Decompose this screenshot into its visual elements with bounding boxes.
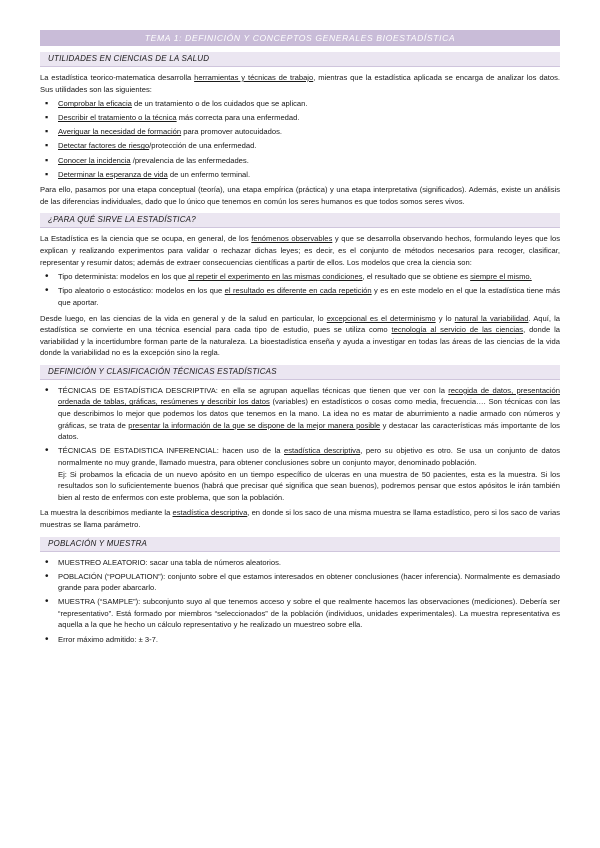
list-item: • POBLACIÓN (“POPULATION”): conjunto sobre el que estamos interesados en obtener conclusiones (hacer inferencia). Normalmente es demasiado grande para poder abarcarlo. (58, 571, 560, 594)
text: y es en este modelo en el que la estadística tiene más que aportar. (58, 286, 560, 307)
list-item (58, 385, 560, 443)
underlined-text: estadística descriptiva (172, 508, 248, 518)
text: de un enfermo terminal. (167, 169, 251, 179)
underlined-text: Averiguar la necesidad de formación (58, 127, 182, 137)
underlined-text: Conocer la incidencia (58, 155, 131, 165)
text: Tipo determinista: modelos en los que (58, 272, 189, 282)
underlined-text: Comprobar la eficacia (58, 99, 132, 109)
underlined-text: el resultado es diferente en cada repetición (224, 286, 372, 296)
paragraph (40, 507, 560, 530)
underlined-text: recogida de datos, presentación ordenada de tablas, gráficas, resúmenes y describir los datos (58, 385, 560, 407)
text: Desde luego, en las ciencias de la vida en general y de la salud en particular, lo (40, 313, 327, 323)
text: , mientras que la estadística aplicada se encarga de analizar los datos. Sus utilidades son las siguientes: (40, 73, 561, 94)
text: /prevalencia de las enfermedades. (130, 155, 249, 165)
example-text: Ej: Si probamos la eficacia de un nuevo apósito en un tiempo específico de ulceras en una muestra de 50 pacientes, esta es la muestra. Si los resultados son lo suficientemente buenos (habrá que precisar qué significa que sean buenos), podremos pensar que estos apósitos le irán también bien al resto de enfermos con este problema, que son la población. (58, 469, 560, 502)
list-item (58, 285, 560, 308)
list-item (58, 169, 560, 181)
underlined-text: tecnología al servicio de las ciencias (391, 325, 524, 335)
underlined-text: Detectar factores de riesgo (58, 141, 150, 151)
text: . Aquí, la estadística se convierte en una técnica esencial para cada tipo de estudio, pues se utiliza como (40, 313, 560, 335)
underlined-text: siempre el mismo. (470, 272, 532, 282)
closing-paragraph: Para ello, pasamos por una etapa conceptual (teoría), una etapa empírica (práctica) y una etapa interpretativa (significados). Además, existe un análisis de las diferencias individuales, dado que lo único que tenemos en común los seres humanos es que todos somos seres vivos. (40, 185, 560, 206)
list-item (58, 271, 560, 283)
paragraph (40, 233, 560, 268)
page-title-banner: TEMA 1: DEFINICIÓN Y CONCEPTOS GENERALES BIOESTADÍSTICA (40, 30, 560, 46)
list-item (58, 126, 560, 138)
text: , el resultado que se obtiene es (362, 272, 471, 282)
text: /protección de una enfermedad. (149, 141, 257, 151)
text: La Estadística es la ciencia que se ocupa, en general, de los (40, 234, 252, 244)
section-heading-poblacion: POBLACIÓN Y MUESTRA (40, 537, 560, 552)
text: de un tratamiento o de los cuidados que se aplican. (131, 99, 308, 109)
list-item: • MUESTRA (“SAMPLE”): subconjunto suyo al que tenemos acceso y sobre el que realmente hacemos las observaciones (mediciones). Debería ser “representativo”. Está formado por miembros “seleccionados” de la población (individuos, unidades experimentales). La muestra representativa es aquella a la que he hecho un cálculo representativo y he realizado un muestreo sobre ella. (58, 596, 560, 631)
text: y que se desarrolla observando hechos, formulando leyes que los explican y realizando experimentos para validar o rechazar dichas leyes; es decir, es el conjunto de métodos necesarios para recoger, clasificar, representar y resumir datos; además de extraer consecuencias científicas a partir de ellos. Los modelos que crea la ciencia son: (40, 234, 560, 267)
population-list (40, 557, 560, 646)
models-list (40, 271, 560, 308)
text: más correcta para una enfermedad. (176, 113, 300, 123)
list-item (58, 140, 560, 152)
text: , donde la variabilidad y la incertidumbre forman parte de la naturaleza. La bioestadística enseña y ayuda a investigar en todas las áreas de las ciencias de la vida donde la variabilidad no es la excepción sino la regla. (40, 325, 560, 358)
section-heading-para-que-sirve: ¿PARA QUÉ SIRVE LA ESTADÍSTICA? (40, 213, 560, 228)
underlined-text: estadística descriptiva (284, 446, 361, 456)
list-item (58, 445, 560, 503)
underlined-text: Describir el tratamiento o la técnica (58, 113, 177, 123)
text: La estadística teorico-matematica desarrolla (40, 73, 195, 82)
text: Tipo aleatorio o estocástico: modelos en los que (58, 286, 225, 296)
text: TÉCNICAS DE ESTADISTICA INFERENCIAL: hacen uso de la (58, 446, 284, 456)
text: (variables) en estadísticos o cosas como media, frecuencia…. Son técnicas con las que describimos lo mejor que podemos los datos que tenemos en la mano. La idea no es matar de aburrimiento a nadie armado con números y gráficas, se trata de (58, 397, 560, 430)
text: y destacar las características más importante de los datos. (58, 420, 560, 442)
section-heading-definicion: DEFINICIÓN Y CLASIFICACIÓN TÉCNICAS ESTADÍSTICAS (40, 365, 560, 380)
underlined-text: excepcional es el determinismo (326, 313, 436, 323)
techniques-list (40, 385, 560, 503)
text: para promover autocuidados. (181, 127, 283, 137)
list-item: • MUESTREO ALEATORIO: sacar una tabla de números aleatorios. (58, 557, 560, 569)
underlined-text: natural la variabilidad (454, 313, 529, 323)
utilities-list (40, 98, 560, 180)
intro-paragraph (40, 72, 560, 95)
list-item (58, 112, 560, 124)
section-heading-utilidades: UTILIDADES EN CIENCIAS DE LA SALUD (40, 52, 560, 67)
underlined-text: presentar la información de la que se dispone de la mejor manera posible (128, 420, 381, 430)
underlined-text: Determinar la esperanza de vida (58, 169, 168, 179)
text: TÉCNICAS DE ESTADÍSTICA DESCRIPTIVA: en ella se agrupan aquellas técnicas que tienen que ver con la (58, 385, 449, 395)
text: La muestra la describimos mediante la (40, 508, 173, 518)
underlined-text: herramientas y técnicas de trabajo (194, 73, 314, 82)
text: , pero su objetivo es otro. Se usa un conjunto de datos normalmente no muy grande, llamado muestra, para obtener conclusiones sobre un conjunto mayor, denominado población. (58, 446, 560, 467)
paragraph (40, 313, 560, 359)
underlined-text: al repetir el experimento en las mismas condiciones (188, 272, 363, 282)
list-item: • Error máximo admitido: ± 3-7. (58, 634, 560, 646)
text: , en donde si los saco de una misma muestra se llama estadístico, pero si los saco de varias muestras se llama parámetro. (40, 508, 560, 529)
list-item (58, 155, 560, 167)
text: y lo (435, 313, 455, 323)
underlined-text: fenómenos observables (251, 234, 333, 244)
list-item (58, 98, 560, 110)
